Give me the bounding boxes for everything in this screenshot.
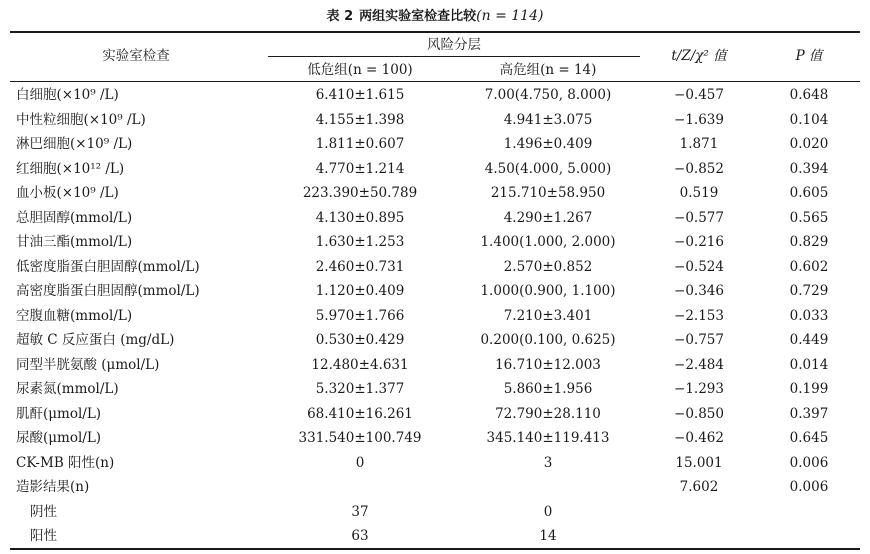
row-p-value: 0.648 [789,87,829,103]
table-sample-size: (n = 114) [476,8,544,24]
table-row [0,132,870,157]
row-p-value: 0.829 [789,234,829,250]
row-low-risk: 37 [351,503,369,520]
row-item: 肌酐(μmol/L) [16,405,102,422]
row-low-risk: 0.530±0.429 [315,332,405,348]
row-item: 总胆固醇(mmol/L) [16,209,133,226]
row-low-risk: 4.770±1.214 [315,160,405,177]
row-statistic: −0.457 [674,87,724,103]
table-row [0,230,870,255]
row-statistic: −0.850 [674,405,724,422]
row-item: 尿素氮(mmol/L) [16,381,119,397]
table-row [0,108,870,133]
row-high-risk: 14 [539,528,557,544]
row-item: 造影结果(n) [16,479,90,495]
row-p-value: 0.020 [789,136,829,152]
header-rule [10,81,860,82]
row-p-value: 0.645 [789,430,829,446]
row-high-risk: 4.941±3.075 [503,111,593,128]
table-row [0,500,870,525]
table-row [0,304,870,329]
row-statistic: −0.577 [674,209,724,226]
row-statistic: −0.346 [674,283,724,299]
row-high-risk: 16.710±12.003 [495,356,601,373]
header-high-risk: 高危组(n = 14) [499,62,597,78]
row-high-risk: 1.000(0.900, 1.100) [480,283,616,299]
table-row [0,255,870,280]
table-row [0,181,870,206]
row-item: 阳性 [30,528,57,544]
table-title: 两组实验室检查比较 [359,9,477,24]
group-rule [268,56,640,57]
header-risk-group: 风险分层 [427,37,481,53]
header-p-value: P 值 [795,48,823,64]
row-high-risk: 5.860±1.956 [503,381,593,397]
row-high-risk: 4.290±1.267 [503,209,593,226]
row-item: 低密度脂蛋白胆固醇(mmol/L) [16,258,200,275]
row-p-value: 0.006 [789,479,829,495]
header-item: 实验室检查 [102,48,170,64]
row-p-value: 0.449 [789,332,829,348]
row-p-value: 0.199 [789,381,829,397]
row-low-risk: 1.120±0.409 [315,283,405,299]
row-item: 白细胞(×10⁹ /L) [16,87,119,103]
row-statistic: −0.216 [674,234,724,250]
row-high-risk: 72.790±28.110 [495,405,601,422]
row-statistic: −0.462 [674,430,724,446]
row-item: 同型半胱氨酸 (μmol/L) [16,356,160,373]
row-low-risk: 5.970±1.766 [315,307,405,324]
row-p-value: 0.602 [789,258,829,275]
row-item: 阴性 [30,503,57,520]
row-item: 尿酸(μmol/L) [16,430,102,446]
row-high-risk: 4.50(4.000, 5.000) [484,160,612,177]
row-p-value: 0.397 [789,405,829,422]
row-statistic: −0.757 [674,332,724,348]
table-label: 表 2 [326,9,354,24]
row-high-risk: 3 [543,454,553,471]
table-row [0,83,870,108]
row-low-risk: 0 [355,454,365,471]
row-p-value: 0.729 [789,283,829,299]
row-p-value: 0.014 [789,356,829,373]
row-low-risk: 5.320±1.377 [315,381,405,397]
row-item: 红细胞(×10¹² /L) [16,160,125,177]
table-row [0,475,870,500]
bottom-rule [10,548,860,550]
row-item: 超敏 C 反应蛋白 (mg/dL) [16,332,175,348]
row-item: 淋巴细胞(×10⁹ /L) [16,136,133,152]
row-high-risk: 215.710±58.950 [490,185,606,201]
row-high-risk: 7.210±3.401 [503,307,593,324]
row-p-value: 0.104 [789,111,829,128]
table-row [0,157,870,182]
table-row [0,353,870,378]
row-low-risk: 223.390±50.789 [302,185,418,201]
row-item: 空腹血糖(mmol/L) [16,307,133,324]
row-item: 高密度脂蛋白胆固醇(mmol/L) [16,283,200,299]
table-row [0,524,870,549]
row-low-risk: 4.155±1.398 [315,111,405,128]
row-p-value: 0.006 [789,454,829,471]
row-item: 甘油三酯(mmol/L) [16,234,133,250]
row-statistic: −1.639 [674,111,724,128]
table-row [0,206,870,231]
row-p-value: 0.394 [789,160,829,177]
row-p-value: 0.033 [789,307,829,324]
row-statistic: −1.293 [674,381,724,397]
table-row [0,328,870,353]
row-low-risk: 331.540±100.749 [298,430,422,446]
header-statistic: t/Z/χ² 值 [671,48,727,64]
row-statistic: −2.153 [674,307,724,324]
row-statistic: −0.524 [674,258,724,275]
row-high-risk: 0 [543,503,553,520]
table-body [0,83,870,549]
row-high-risk: 7.00(4.750, 8.000) [484,87,612,103]
row-low-risk: 4.130±0.895 [315,209,405,226]
row-statistic: 7.602 [679,479,719,495]
row-item: 中性粒细胞(×10⁹ /L) [16,111,146,128]
table-row [0,377,870,402]
row-high-risk: 2.570±0.852 [503,258,593,275]
row-item: 血小板(×10⁹ /L) [16,185,119,201]
table-row [0,451,870,476]
row-item: CK-MB 阳性(n) [16,454,115,471]
row-low-risk: 1.630±1.253 [315,234,405,250]
row-low-risk: 63 [351,528,369,544]
row-statistic: −2.484 [674,356,724,373]
row-high-risk: 1.496±0.409 [503,136,593,152]
row-high-risk: 345.140±119.413 [486,430,610,446]
row-low-risk: 1.811±0.607 [315,136,405,152]
table-row [0,402,870,427]
row-p-value: 0.565 [789,209,829,226]
table-row [0,426,870,451]
row-p-value: 0.605 [789,185,829,201]
row-low-risk: 68.410±16.261 [307,405,413,422]
row-statistic: 15.001 [675,454,723,471]
top-rule [10,31,860,33]
row-high-risk: 1.400(1.000, 2.000) [480,234,616,250]
row-low-risk: 6.410±1.615 [315,87,405,103]
row-low-risk: 2.460±0.731 [315,258,405,275]
row-statistic: −0.852 [674,160,724,177]
row-high-risk: 0.200(0.100, 0.625) [480,332,616,348]
table-row [0,279,870,304]
table-caption [0,6,870,27]
row-low-risk: 12.480±4.631 [311,356,409,373]
header-low-risk: 低危组(n = 100) [307,62,413,78]
row-statistic: 0.519 [679,185,719,201]
row-statistic: 1.871 [679,136,719,152]
